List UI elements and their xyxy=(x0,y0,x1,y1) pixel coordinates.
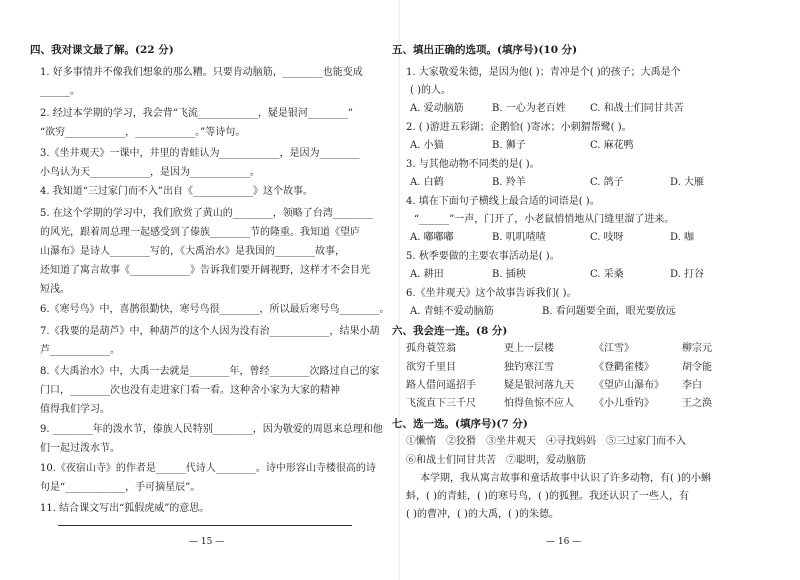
s5-q3: 3. 与其他动物不同类的是( )。 xyxy=(406,159,540,170)
option: C. 采桑 xyxy=(590,269,624,280)
q3-line: 小鸟认为天____________，是因为____________。 xyxy=(40,167,260,178)
answer-rule xyxy=(58,525,352,526)
q8-line: 8.《大禹治水》中，大禹一去就是________年，曾经________次路过自己的家 xyxy=(40,366,380,377)
match-item: 胡令能 xyxy=(682,362,712,373)
match-item: 路人借问遥招手 xyxy=(406,380,476,391)
q8-line: 值得我们学习。 xyxy=(40,404,110,415)
option: B. 看问题要全面，眼光要放远 xyxy=(542,306,676,317)
match-item: 孤舟蓑笠翁 xyxy=(406,343,456,354)
option: A. 爱动脑筋 xyxy=(410,103,464,114)
s7-paragraph-line: 蚪，( )的青蛙，( )的寒号鸟，( )的狐狸。我还认识了一些人，有 xyxy=(406,491,689,502)
page-number: — 16 — xyxy=(546,537,582,547)
match-item: 怕得鱼惊不应人 xyxy=(504,398,574,409)
s5-q1: 1. 大家敬爱朱德，是因为他( )；青冲是个( )的孩子；大禹是个 xyxy=(406,67,681,78)
match-item: 李白 xyxy=(682,380,702,391)
match-item: 飞流直下三千尺 xyxy=(406,398,476,409)
match-item: 独钓寒江雪 xyxy=(504,362,554,373)
option: D. 咖 xyxy=(670,232,695,243)
option: A. 白鹤 xyxy=(410,177,444,188)
s5-q1-cont: ( )的人。 xyxy=(410,85,451,96)
section-5-title: 五、填出正确的选项。(填序号)(10 分) xyxy=(392,44,578,56)
option: A. 耕田 xyxy=(410,269,444,280)
match-item: 更上一层楼 xyxy=(504,343,554,354)
right-page xyxy=(392,0,800,580)
q7-line: 7.《我要的是葫芦》中，种葫芦的这个人因为没有治____________，结果小葫 xyxy=(40,326,380,337)
match-item: 疑是银河落九天 xyxy=(504,380,574,391)
q4-line: 4. 我知道“三过家门而不入”出自《____________》这个故事。 xyxy=(40,186,313,197)
option: C. 和战士们同甘共苦 xyxy=(590,103,684,114)
s7-options: ⑥和战士们同甘共苦 ⑦聪明，爱动脑筋 xyxy=(406,455,586,466)
q5-line: 短浅。 xyxy=(40,284,70,295)
option: A. 小猫 xyxy=(410,140,444,151)
q1-line: ______。 xyxy=(40,86,80,97)
q9-line: 们一起过泼水节。 xyxy=(40,443,120,454)
q11-line: 11. 结合课文写出“狐假虎威”的意思。 xyxy=(40,503,210,514)
q3-line: 3.《坐井观天》一课中，井里的青蛙认为____________，是因为________ xyxy=(40,148,360,159)
section-7-title: 七、选一选。(填序号)(7 分) xyxy=(392,418,528,430)
option: B. 插秧 xyxy=(492,269,526,280)
match-item: 《登鹳雀楼》 xyxy=(594,362,654,373)
q1-line: 1. 好多事情并不像我们想象的那么糟。只要肯动脑筋，________也能变成 xyxy=(40,67,363,78)
option: B. 叽叽喳喳 xyxy=(492,232,546,243)
option: D. 大雁 xyxy=(670,177,705,188)
q5-line: 山瀑布》是诗人________写的，《大禹治水》是我国的________故事， xyxy=(40,246,345,257)
q9-line: 9. ________年的泼水节，傣族人民特别________，因为敬爱的周恩来总理和他 xyxy=(40,424,383,435)
match-item: 欲穷千里目 xyxy=(406,362,456,373)
s5-q4-sentence: “______”一声，门开了，小老鼠悄悄地从门缝里溜了进来。 xyxy=(414,214,675,225)
s7-options: ①懒惰 ②狡猾 ③坐井观天 ④寻找妈妈 ⑤三过家门而不入 xyxy=(406,436,686,447)
match-item: 柳宗元 xyxy=(682,343,712,354)
s5-q6: 6.《坐井观天》这个故事告诉我们( )。 xyxy=(406,288,577,299)
q2-line: “欲穷____________，____________。”等诗句。 xyxy=(40,127,246,138)
option: B. 羚羊 xyxy=(492,177,526,188)
q5-line: 5. 在这个学期的学习中，我们欣赏了黄山的________，领略了台湾________ xyxy=(40,208,373,219)
section-4-title: 四、我对课文最了解。(22 分) xyxy=(30,44,174,56)
option: D. 打谷 xyxy=(670,269,705,280)
option: A. 青蛙不爱动脑筋 xyxy=(410,306,494,317)
q6-line: 6.《寒号鸟》中，喜鹊很勤快，寒号鸟很________，所以最后寒号鸟________。 xyxy=(40,304,390,315)
option: A. 嘟嘟嘟 xyxy=(410,232,454,243)
option: C. 鸽子 xyxy=(590,177,624,188)
option: B. 狮子 xyxy=(492,140,526,151)
s7-paragraph-line: 本学期，我从寓言故事和童话故事中认识了许多动物，有( )的小蝌 xyxy=(420,473,711,484)
page-number: — 15 — xyxy=(189,537,225,547)
q10-line: 10.《夜宿山寺》的作者是______代诗人________。诗中形容山寺楼很高的诗 xyxy=(40,463,376,474)
option: C. 吱呀 xyxy=(590,232,624,243)
match-item: 《江雪》 xyxy=(594,343,634,354)
q2-line: 2. 经过本学期的学习，我会背“飞流____________，疑是银河________” xyxy=(40,108,353,119)
q5-line: 的风光，跟着周总理一起感受到了傣族________节的隆重。我知道《望庐 xyxy=(40,227,360,238)
match-item: 《小儿垂钓》 xyxy=(594,398,654,409)
section-6-title: 六、我会连一连。(8 分) xyxy=(392,325,508,337)
match-item: 王之涣 xyxy=(682,398,712,409)
s7-paragraph-line: ( )的曹冲，( )的大禹，( )的朱德。 xyxy=(406,509,559,520)
q8-line: 门口，________次也没有走进家门看一看。这种舍小家为大家的精神 xyxy=(40,385,340,396)
s5-q2: 2. ( )游进五彩湖；企鹅恰( )寄冰；小刺猬帮鹭( )。 xyxy=(406,122,632,133)
q5-line: 还知道了寓言故事《____________》告诉我们要开阔视野，这样才不会目光 xyxy=(40,265,370,276)
q7-line: 芦____________。 xyxy=(40,345,120,356)
match-item: 《望庐山瀑布》 xyxy=(594,380,664,391)
option: C. 麻花鸭 xyxy=(590,140,634,151)
option: B. 一心为老百姓 xyxy=(492,103,566,114)
s5-q4: 4. 填在下面句子横线上最合适的词语是( )。 xyxy=(406,196,600,207)
s5-q5: 5. 秋季要做的主要农事活动是( )。 xyxy=(406,251,560,262)
q10-line: 句是“____________，手可摘星辰”。 xyxy=(40,482,201,493)
